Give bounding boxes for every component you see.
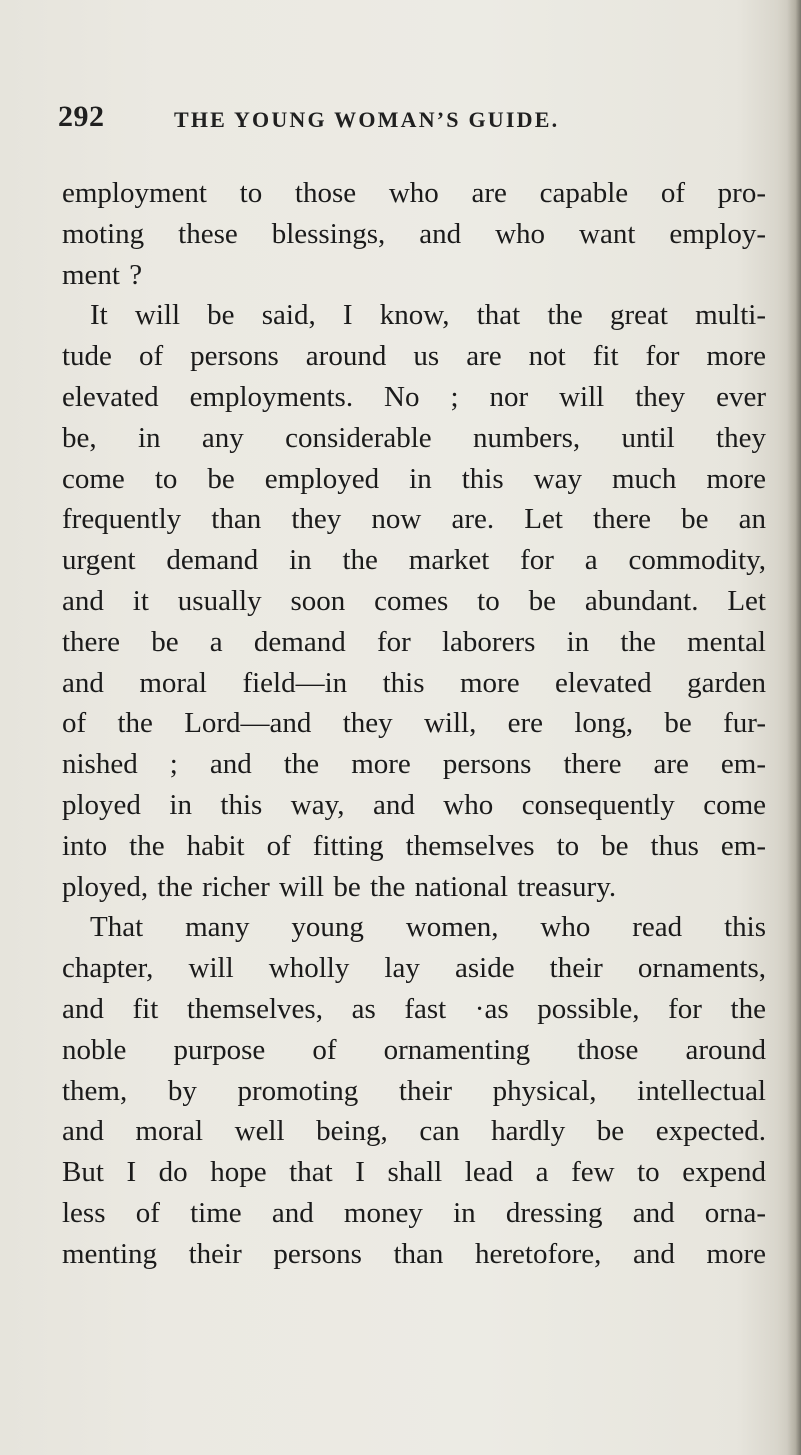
text-line: employment to those who are capable of pro-	[62, 177, 766, 209]
text-line: ment ?	[62, 258, 143, 291]
text-line: into the habit of fitting themselves to be thus em-	[62, 829, 766, 862]
text-line: come to be employed in this way much more	[62, 462, 766, 495]
text-line: noble purpose of ornamenting those around	[62, 1033, 766, 1066]
text-line: elevated employments. No ; nor will they ever	[62, 380, 766, 413]
text-line: That many young women, who read this	[90, 911, 766, 944]
text-line: and moral well being, can hardly be expected.	[62, 1115, 766, 1148]
text-line: But I do hope that I shall lead a few to expend	[62, 1156, 766, 1189]
running-title: THE YOUNG WOMAN’S GUIDE.	[174, 107, 560, 132]
text-line: ployed, the richer will be the national treasury.	[62, 870, 617, 903]
page-number: 292	[58, 100, 105, 133]
text-line: them, by promoting their physical, intellectual	[62, 1074, 766, 1107]
text-line: It will be said, I know, that the great multi-	[90, 299, 766, 332]
text-line: and fit themselves, as fast ·as possible, for the	[62, 992, 766, 1025]
text-line: chapter, will wholly lay aside their ornaments,	[62, 952, 766, 985]
body-text	[62, 173, 766, 1275]
text-line: be, in any considerable numbers, until they	[62, 421, 766, 454]
text-line: and moral field—in this more elevated garden	[62, 666, 766, 699]
text-line: of the Lord—and they will, ere long, be fur-	[62, 707, 766, 740]
text-line: there be a demand for laborers in the mental	[62, 625, 766, 658]
running-head	[58, 100, 758, 144]
text-line: less of time and money in dressing and orna-	[62, 1196, 766, 1229]
text-line: and it usually soon comes to be abundant. Let	[62, 584, 766, 617]
text-line: nished ; and the more persons there are em-	[62, 748, 766, 781]
text-line: ployed in this way, and who consequently come	[62, 788, 766, 821]
text-line: menting their persons than heretofore, and more	[62, 1237, 766, 1270]
text-line: moting these blessings, and who want employ-	[62, 217, 766, 250]
text-line: urgent demand in the market for a commodity,	[62, 544, 766, 577]
page-edge-shadow	[787, 0, 801, 1455]
text-line: frequently than they now are. Let there be an	[62, 503, 766, 536]
text-line: tude of persons around us are not fit for more	[62, 340, 766, 373]
